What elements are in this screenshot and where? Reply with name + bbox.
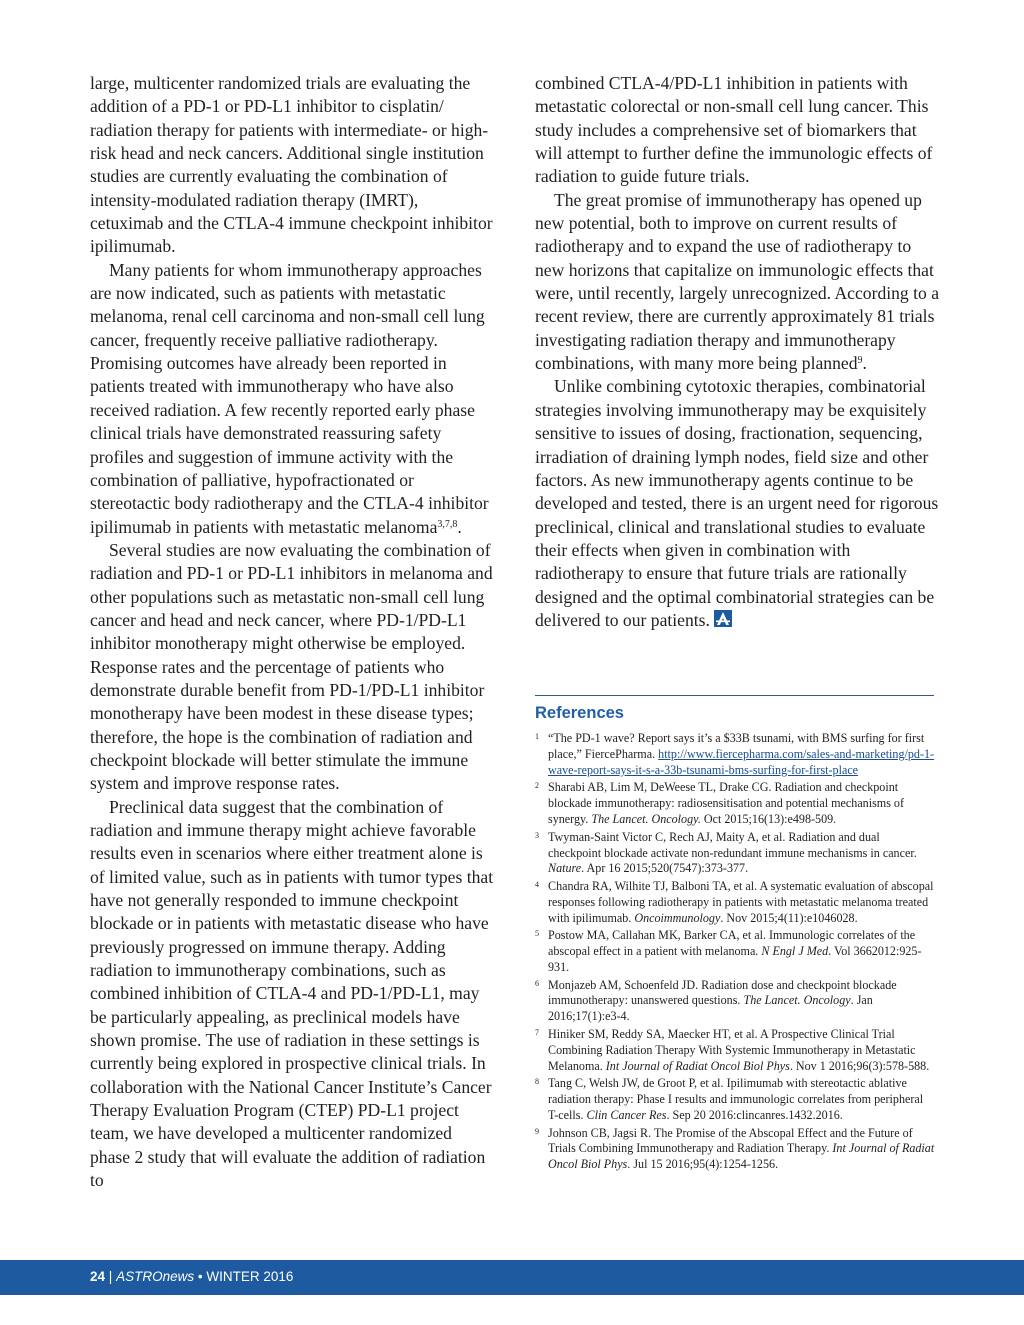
- journal-name: Int Journal of Radiat Oncol Biol Phys: [548, 1141, 935, 1172]
- reference-number: 3: [535, 830, 539, 840]
- footer-bullet: •: [197, 1269, 203, 1284]
- reference-number: 7: [535, 1027, 539, 1037]
- journal-name: The Lancet. Oncology: [743, 993, 851, 1008]
- reference-item: 8 Tang C, Welsh JW, de Groot P, et al. Ipilimumab with stereotactic ablative radiation therapy: Phase I results and immunologic correlates from peripheral T-cells. Clin Cancer Res. Sep 20 2016:clincanres.1432.2016.: [535, 1076, 924, 1122]
- page-footer: [0, 1260, 1024, 1295]
- page-number: 24: [90, 1269, 106, 1284]
- reference-number: 9: [535, 1126, 539, 1136]
- reference-item: 7 Hiniker SM, Reddy SA, Maecker HT, et al. A Prospective Clinical Trial Combining Radiation Therapy With Systemic Immunotherapy in Metastatic Melanoma. Int Journal of Radiat Oncol Biol Phys. Nov 1 2016;96(3):578-588.: [535, 1026, 930, 1073]
- astro-end-mark-icon: [714, 610, 732, 627]
- body-paragraph: The great promise of immunotherapy has opened up new potential, both to improve on current results of radiotherapy and to expand the use of radiotherapy to new horizons that capitalize on immunologic effects that were, until recently, largely unrecognized. According to a recent review, there are currently approximately 81 trials investigating radiation therapy and immunotherapy combinations, with many more being planned$^9$.: [535, 189, 940, 374]
- reference-item: 5 Postow MA, Callahan MK, Barker CA, et al. Immunologic correlates of the abscopal effect in a patient with melanoma. N Engl J Med. Vol 3662012:925-931.: [535, 928, 922, 975]
- body-paragraph: Unlike combining cytotoxic therapies, combinatorial strategies involving immunotherapy may be exquisitely sensitive to issues of dosing, fractionation, sequencing, irradiation of draining lymph nodes, field size and other factors. As new immunotherapy agents continue to be developed and tested, there is an urgent need for rigorous preclinical, clinical and translational studies to evaluate their effects when given in combination with radiotherapy to ensure that future trials are rationally designed and the optimal combinatorial strategies can be delivered to our patients.: [535, 376, 939, 630]
- footer-separator: |: [108, 1269, 113, 1284]
- journal-name: Int Journal of Radiat Oncol Biol Phys: [605, 1058, 790, 1073]
- left-column: [90, 72, 494, 1193]
- journal-name: Clin Cancer Res: [586, 1108, 667, 1122]
- journal-name: The Lancet. Oncology.: [591, 812, 701, 827]
- body-paragraph: Preclinical data suggest that the combination of radiation and immune therapy might achieve favorable results even in scenarios where either treatment alone is of limited value, such as in patients with tumor types that have not generally responded to immune checkpoint blockade or in patients with metastatic disease who have previously progressed on immune therapy. Adding radiation to immunotherapy combinations, such as combined inhibition of CTLA-4 and PD-1/PD-L1, may be particularly appealing, as preclinical models have shown promise. The use of radiation in these settings is currently being explored in prospective clinical trials. In collaboration with the National Cancer Institute’s Cancer Therapy Evaluation Program (CTEP) PD-L1 project team, we have developed a multicenter randomized phase 2 study that will evaluate the addition of radiation to: [90, 796, 494, 1191]
- body-paragraph: combined CTLA-4/PD-L1 inhibition in patients with metastatic colorectal or non-small cell lung cancer. This study includes a comprehensive set of biomarkers that will attempt to further define the immunologic effects of radiation to guide future trials.: [535, 73, 933, 187]
- reference-number: 8: [535, 1077, 539, 1087]
- reference-item: 2 Sharabi AB, Lim M, DeWeese TL, Drake CG. Radiation and checkpoint blockade immunotherapy: radiosensitisation and potential mechanisms of synergy. The Lancet. Oncology. Oct 2015;16(13):e498-509.: [535, 780, 905, 827]
- reference-number: 6: [535, 978, 539, 988]
- body-paragraph: Many patients for whom immunotherapy approaches are now indicated, such as patients with metastatic melanoma, renal cell carcinoma and non-small cell lung cancer, frequently receive palliative radiotherapy. Promising outcomes have already been reported in patients treated with immunotherapy who have also received radiation. A few recently reported early phase clinical trials have demonstrated reassuring safety profiles and suggestion of immune activity with the combination of palliative, hypofractionated or stereotactic body radiotherapy and the CTLA-4 inhibitor ipilimumab in patients with metastatic melanoma$^{3,7,8}$.: [90, 259, 489, 537]
- reference-number: 2: [535, 781, 539, 791]
- references-divider: [535, 695, 934, 696]
- right-column: [535, 72, 939, 632]
- reference-item: 3 Twyman-Saint Victor C, Rech AJ, Maity A, et al. Radiation and dual checkpoint blockade activate non-redundant immune mechanisms in cancer. Nature. Apr 16 2015;520(7547):373-377.: [535, 829, 917, 876]
- reference-link[interactable]: http://www.fiercepharma.com/sales-and-marketing/pd-1-wave-report-says-it-s-a-33b-tsunami-bms-surfing-for-first-place: [548, 746, 935, 777]
- reference-item: 1 “The PD-1 wave? Report says it’s a $33B tsunami, with BMS surfing for first place,” FiercePharma. http://www.fiercepharma.com/sales-and-marketing/pd-1-wave-report-says-it-s-a-33b-tsunami-bms-surfing-for-first-place: [535, 731, 935, 777]
- publication-name: ASTROnews: [116, 1269, 195, 1284]
- references-heading: References: [535, 704, 624, 722]
- reference-number: 5: [535, 929, 539, 939]
- reference-item: 9 Johnson CB, Jagsi R. The Promise of the Abscopal Effect and the Future of Trials Combining Immunotherapy and Radiation Therapy. Int Journal of Radiat Oncol Biol Phys. Jul 15 2016;95(4):1254-1256.: [535, 1125, 935, 1172]
- reference-item: 4 Chandra RA, Wilhite TJ, Balboni TA, et al. A systematic evaluation of abscopal responses following radiotherapy in patients with metastatic melanoma treated with ipilimumab. Oncoimmunology. Nov 2015;4(11):e1046028.: [535, 878, 934, 925]
- issue-date: WINTER 2016: [206, 1269, 294, 1284]
- references-list: [535, 731, 935, 1175]
- body-paragraph: large, multicenter randomized trials are evaluating the addition of a PD-1 or PD-L1 inhibitor to cisplatin/ radiation therapy for patients with intermediate- or high-risk head and neck cancers. Additional single institution studies are currently evaluating the combination of intensity-modulated radiation therapy (IMRT), cetuximab and the CTLA-4 immune checkpoint inhibitor ipilimumab.: [90, 73, 493, 257]
- journal-name: N Engl J Med: [761, 944, 829, 959]
- journal-name: Nature: [548, 861, 582, 876]
- citation: 9: [857, 355, 863, 367]
- citation: 3,7,8: [437, 518, 458, 530]
- reference-item: 6 Monjazeb AM, Schoenfeld JD. Radiation dose and checkpoint blockade immunotherapy: unanswered questions. The Lancet. Oncology. Jan 2016;17(1):e3-4.: [535, 977, 897, 1024]
- journal-name: Oncoimmunology: [634, 910, 721, 925]
- reference-number: 1: [535, 732, 539, 741]
- body-paragraph: Several studies are now evaluating the combination of radiation and PD-1 or PD-L1 inhibitors in melanoma and other populations such as metastatic non-small cell lung cancer and head and neck cancer, where PD-1/PD-L1 inhibitor monotherapy might otherwise be employed. Response rates and the percentage of patients who demonstrate durable benefit from PD-1/PD-L1 inhibitor monotherapy have been modest in these disease types; therefore, the hope is the combination of radiation and checkpoint blockade will better stimulate the immune system and improve response rates.: [90, 539, 493, 794]
- reference-number: 4: [535, 879, 539, 889]
